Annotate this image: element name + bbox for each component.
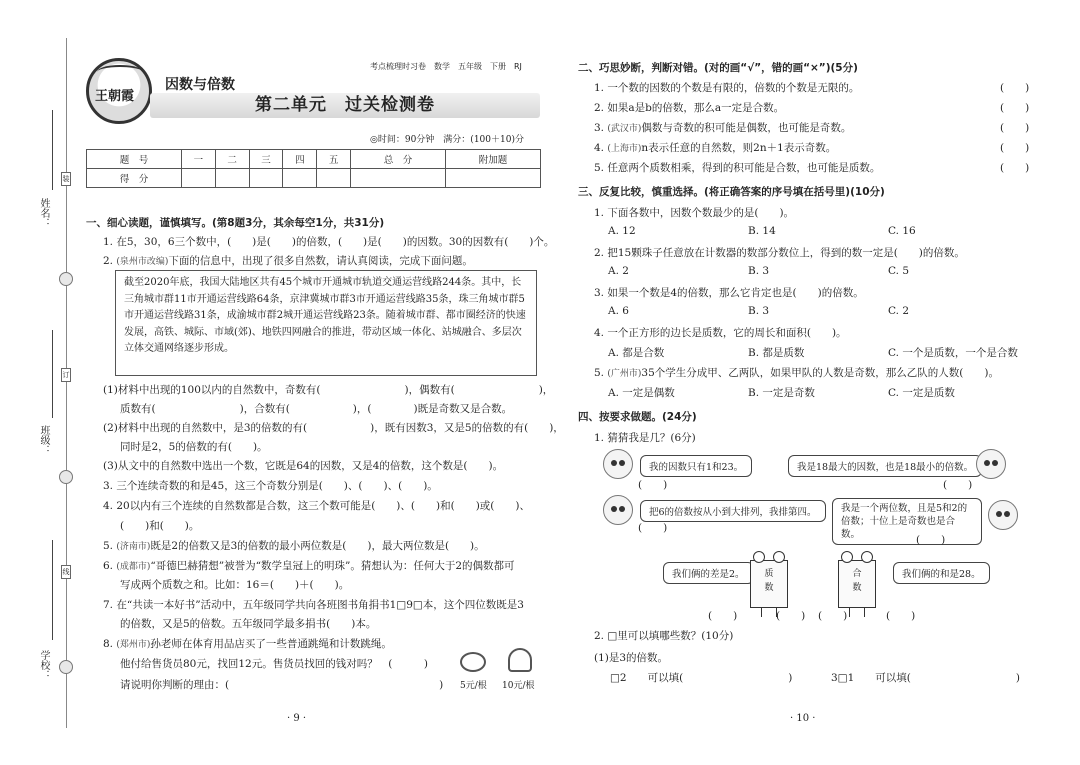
box-fill-a[interactable]: □2 可以填( ) (610, 672, 793, 684)
table-cell: 四 (283, 150, 317, 169)
choice-option[interactable]: B. 3 (748, 305, 770, 317)
question-8-line-b: 他付给售货员80元，找回12元。售货员找回的钱对吗？ ( ) (120, 658, 428, 670)
panda-icon (603, 449, 633, 479)
table-cell: 总 分 (351, 150, 446, 169)
choice-option[interactable]: A. 12 (608, 225, 636, 237)
answer-paren[interactable]: ( ) (708, 610, 738, 622)
binding-line (66, 38, 67, 728)
section-1-title: 一、细心读题，谨慎填写。(第8题3分，其余每空1分，共31分) (86, 217, 385, 229)
binding-hole (59, 470, 73, 484)
choice-option[interactable]: C. 2 (888, 305, 910, 317)
school-label: 学校： (38, 650, 49, 680)
brand-logo (86, 58, 152, 124)
answer-paren[interactable]: ( ) (916, 534, 946, 546)
item-tag: (武汉市) (607, 124, 642, 134)
question-3: 3. 三个连续奇数的和是45，这三个奇数分别是( )、( )、( )。 (103, 480, 438, 492)
judge-item-1 (594, 80, 859, 95)
logo-ring (97, 65, 143, 79)
unit-topic: 因数与倍数 (165, 77, 235, 93)
answer-paren[interactable]: ( ) (818, 610, 848, 622)
score-cell[interactable] (215, 169, 249, 188)
speech-bubble: 我是18最大的因数，也是18最小的倍数。 (788, 455, 982, 477)
answer-paren[interactable]: ( ) (1000, 82, 1030, 94)
speech-bubble: 我们俩的差是2。 (663, 562, 754, 584)
answer-paren[interactable]: ( ) (638, 479, 668, 491)
choice-stem-3: 3. 如果一个数是4的倍数，那么它肯定也是( )的倍数。 (594, 287, 864, 299)
choice-stem-4: 4. 一个正方形的边长是质数，它的周长和面积( )。 (594, 327, 847, 339)
score-cell[interactable] (249, 169, 283, 188)
choice-stem-1: 1. 下面各数中，因数个数最少的是( )。 (594, 207, 795, 219)
question-6-line-b: 写成两个质数之和。比如：16＝( )＋( )。 (120, 579, 350, 591)
composite-card (838, 560, 876, 608)
question-6-line-a: 6. (成都市)“哥德巴赫猜想”被誉为“数学皇冠上的明珠”。猜想认为：任何大于2的偶数都可 (103, 560, 515, 572)
question-8-line-a: 8. (郑州市)孙老师在体育用品店买了一些普通跳绳和计数跳绳。 (103, 638, 392, 650)
answer-paren[interactable]: ( ) (886, 610, 916, 622)
choice-option[interactable]: C. 一定是质数 (888, 387, 955, 399)
question-7-line-a: 7. 在“共读一本好书”活动中，五年级同学共向各班图书角捐书1□9□本，这个四位数既是3 (103, 599, 524, 611)
choice-stem-2: 2. 把15颗珠子任意放在计数器的数部分数位上，得到的数一定是( )的倍数。 (594, 247, 965, 259)
card-eye (861, 551, 873, 563)
right-page (548, 0, 1080, 765)
card-eye (753, 551, 765, 563)
binding-mark: 装 (61, 172, 71, 186)
choice-option[interactable]: B. 都是质数 (748, 347, 805, 359)
card-char: 数 (764, 583, 774, 593)
table-row (87, 150, 541, 169)
answer-paren[interactable]: ( ) (1000, 102, 1030, 114)
question-text: “哥德巴赫猜想”被誉为“数学皇冠上的明珠”。猜想认为：任何大于2的偶数都可 (150, 560, 515, 572)
speech-bubble: 我们俩的和是28。 (893, 562, 990, 584)
score-cell[interactable] (283, 169, 317, 188)
school-fill-line[interactable] (52, 540, 53, 640)
choice-option[interactable]: B. 3 (748, 265, 770, 277)
item-number: 3. (594, 122, 608, 134)
question-4-line-a: 4. 20以内有三个连续的自然数都是合数，这三个数可能是( )、( )和( )或( )、 (103, 500, 530, 512)
judge-item-5 (594, 160, 880, 175)
question-text: 既是2的倍数又是3的倍数的最小两位数是( )，最大两位数是( )。 (150, 540, 485, 552)
item-number: 5. (594, 162, 608, 174)
binding-mark: 线 (61, 565, 71, 579)
question-tag: (泉州市改编) (116, 257, 169, 267)
choice-stem-5: 5. (广州市)35个学生分成甲、乙两队，如果甲队的人数是奇数，那么乙队的人数( )。 (594, 367, 999, 379)
box-question-title: 2. □里可以填哪些数？(10分) (594, 630, 734, 642)
price-counting-rope: 10元/根 (502, 681, 535, 691)
page-number: · 10 · (790, 713, 816, 724)
choice-option[interactable]: B. 14 (748, 225, 776, 237)
item-text: 偶数与奇数的积可能是偶数，也可能是奇数。 (641, 122, 852, 134)
card-char: 合 (852, 569, 862, 579)
monkey-icon (976, 449, 1006, 479)
class-fill-line[interactable] (52, 330, 53, 418)
choice-option[interactable]: C. 16 (888, 225, 916, 237)
logo-text: 王朝霞 (95, 89, 135, 104)
choice-option[interactable]: A. 都是合数 (608, 347, 665, 359)
section-3-title: 三、反复比较，慎重选择。(将正确答案的序号填在括号里)(10分) (578, 186, 885, 198)
price-regular-rope: 5元/根 (460, 681, 487, 691)
item-text: 如果a是b的倍数，那么a一定是合数。 (607, 102, 785, 114)
table-cell: 一 (181, 150, 215, 169)
question-tag: (济南市) (116, 542, 151, 552)
card-char: 数 (852, 583, 862, 593)
question-4-line-b: ( )和( )。 (120, 520, 200, 532)
choice-option[interactable]: C. 5 (888, 265, 910, 277)
box-question-sub: (1)是3的倍数。 (594, 652, 669, 664)
table-cell: 五 (317, 150, 351, 169)
question-2-2-line-a: (2)材料中出现的自然数中，是3的倍数的有( )，既有因数3，又是5的倍数的有( )， (103, 422, 564, 434)
card-char: 质 (764, 569, 774, 579)
item-text: n表示任意的自然数，则2n＋1表示奇数。 (641, 142, 837, 154)
item-tag: (上海市) (607, 144, 642, 154)
item-text: 一个数的因数的个数是有限的，倍数的个数是无限的。 (607, 82, 860, 94)
question-8-line-c: 请说明你判断的理由：( ) (120, 679, 444, 691)
question-7-line-b: 的倍数，又是5的倍数。五年级同学最多捐书( )本。 (120, 618, 377, 630)
table-cell: 三 (249, 150, 283, 169)
question-number: 2. (103, 255, 117, 267)
answer-paren[interactable]: ( ) (943, 479, 973, 491)
choice-option[interactable]: A. 2 (608, 265, 629, 277)
card-eye (773, 551, 785, 563)
question-text: 孙老师在体育用品店买了一些普通跳绳和计数跳绳。 (150, 638, 392, 650)
page-title: 第二单元 过关检测卷 (150, 93, 540, 118)
reading-passage: 截至2020年底，我国大陆地区共有45个城市开通城市轨道交通运营线路244条。其中，长三角城市群11市开通运营线路64条，京津冀城市群3市开通运营线路35条，珠三角城市群5市开通运营线路31条，成渝城市群2城开通运营线路23条。随着城市群、都市圈经济的快速发展，高铁、城际、市域(郊)、地铁四网融合的推进，带动区域一体化、站城融合、多层次立体交通网络逐步形成。 (115, 270, 537, 376)
page-number: · 9 · (287, 713, 307, 724)
table-row (87, 169, 541, 188)
item-number: 2. (594, 102, 608, 114)
speech-bubble: 我是一个两位数，且是5和2的倍数；十位上是奇数也是合数。 (832, 498, 982, 545)
question-2-3: (3)从文中的自然数中选出一个数，它既是64的因数，又是4的倍数，这个数是( )。 (103, 460, 504, 472)
question-2 (103, 253, 473, 268)
question-2-1-line-a: (1)材料中出现的100以内的自然数中，奇数有( )，偶数有( )， (103, 384, 554, 396)
question-2-2-line-b: 同时是2，5的倍数的有( )。 (120, 441, 268, 453)
item-text: 任意两个质数相乘，得到的积可能是合数，也可能是质数。 (607, 162, 881, 174)
binding-hole (59, 660, 73, 674)
table-cell: 二 (215, 150, 249, 169)
score-cell[interactable] (446, 169, 541, 188)
box-fill-b[interactable]: 3□1 可以填( ) (831, 672, 1020, 684)
section-4-title: 四、按要求做题。(24分) (578, 411, 697, 423)
answer-paren[interactable]: ( ) (1000, 142, 1030, 154)
question-tag: (成都市) (116, 562, 151, 572)
choice-option[interactable]: B. 一定是奇数 (748, 387, 815, 399)
answer-paren[interactable]: ( ) (1000, 162, 1030, 174)
item-number: 4. (594, 142, 608, 154)
question-tag: (郑州市) (116, 640, 151, 650)
jump-rope-icon (460, 652, 486, 672)
table-cell: 得 分 (87, 169, 182, 188)
name-label: 姓名： (38, 198, 49, 228)
question-1: 1. 在5，30，6三个数中，( )是( )的倍数，( )是( )的因数。30的因数有( )个。 (103, 236, 555, 248)
section-2-title: 二、巧思妙断，判断对错。(对的画“√”，错的画“×”)(5分) (578, 62, 858, 74)
score-cell[interactable] (181, 169, 215, 188)
guess-title: 1. 猜猜我是几？(6分) (594, 432, 696, 444)
score-cell[interactable] (317, 169, 351, 188)
item-text: 35个学生分成甲、乙两队，如果甲队的人数是奇数，那么乙队的人数( )。 (641, 367, 999, 379)
choice-option[interactable]: A. 一定是偶数 (608, 387, 675, 399)
binding-mark: 订 (61, 368, 71, 382)
question-2-1-line-b: 质数有( )，合数有( )，( )既是奇数又是合数。 (120, 403, 513, 415)
question-5: 5. (济南市)既是2的倍数又是3的倍数的最小两位数是( )，最大两位数是( )。 (103, 540, 485, 552)
answer-paren[interactable]: ( ) (638, 522, 668, 534)
time-info: ◎时间：90分钟 满分：(100＋10)分 (370, 135, 524, 145)
binding-margin (0, 0, 75, 765)
binding-hole (59, 272, 73, 286)
class-label: 班级： (38, 425, 49, 455)
goat-icon (988, 500, 1018, 530)
prime-card (750, 560, 788, 608)
judge-item-2 (594, 100, 784, 115)
header-subtitle: 考点梳理时习卷 数学 五年级 下册 RJ (370, 62, 522, 71)
name-fill-line[interactable] (52, 110, 53, 190)
question-text: 下面的信息中，出现了很多自然数，请认真阅读，完成下面问题。 (168, 255, 473, 267)
answer-paren[interactable]: ( ) (1000, 122, 1030, 134)
choice-option[interactable]: C. 一个是质数，一个是合数 (888, 347, 1018, 359)
answer-paren[interactable]: ( ) (776, 610, 806, 622)
item-tag: (广州市) (607, 369, 642, 379)
table-cell: 附加题 (446, 150, 541, 169)
speech-bubble: 把6的倍数按从小到大排列，我排第四。 (640, 500, 826, 522)
table-cell: 题 号 (87, 150, 182, 169)
choice-option[interactable]: A. 6 (608, 305, 629, 317)
judge-item-4 (594, 140, 836, 155)
item-number: 1. (594, 82, 608, 94)
card-eye (841, 551, 853, 563)
judge-item-3 (594, 120, 851, 135)
score-cell[interactable] (351, 169, 446, 188)
dog-icon (603, 495, 633, 525)
counting-rope-icon (508, 648, 532, 672)
speech-bubble: 我的因数只有1和23。 (640, 455, 752, 477)
score-table (86, 149, 541, 188)
